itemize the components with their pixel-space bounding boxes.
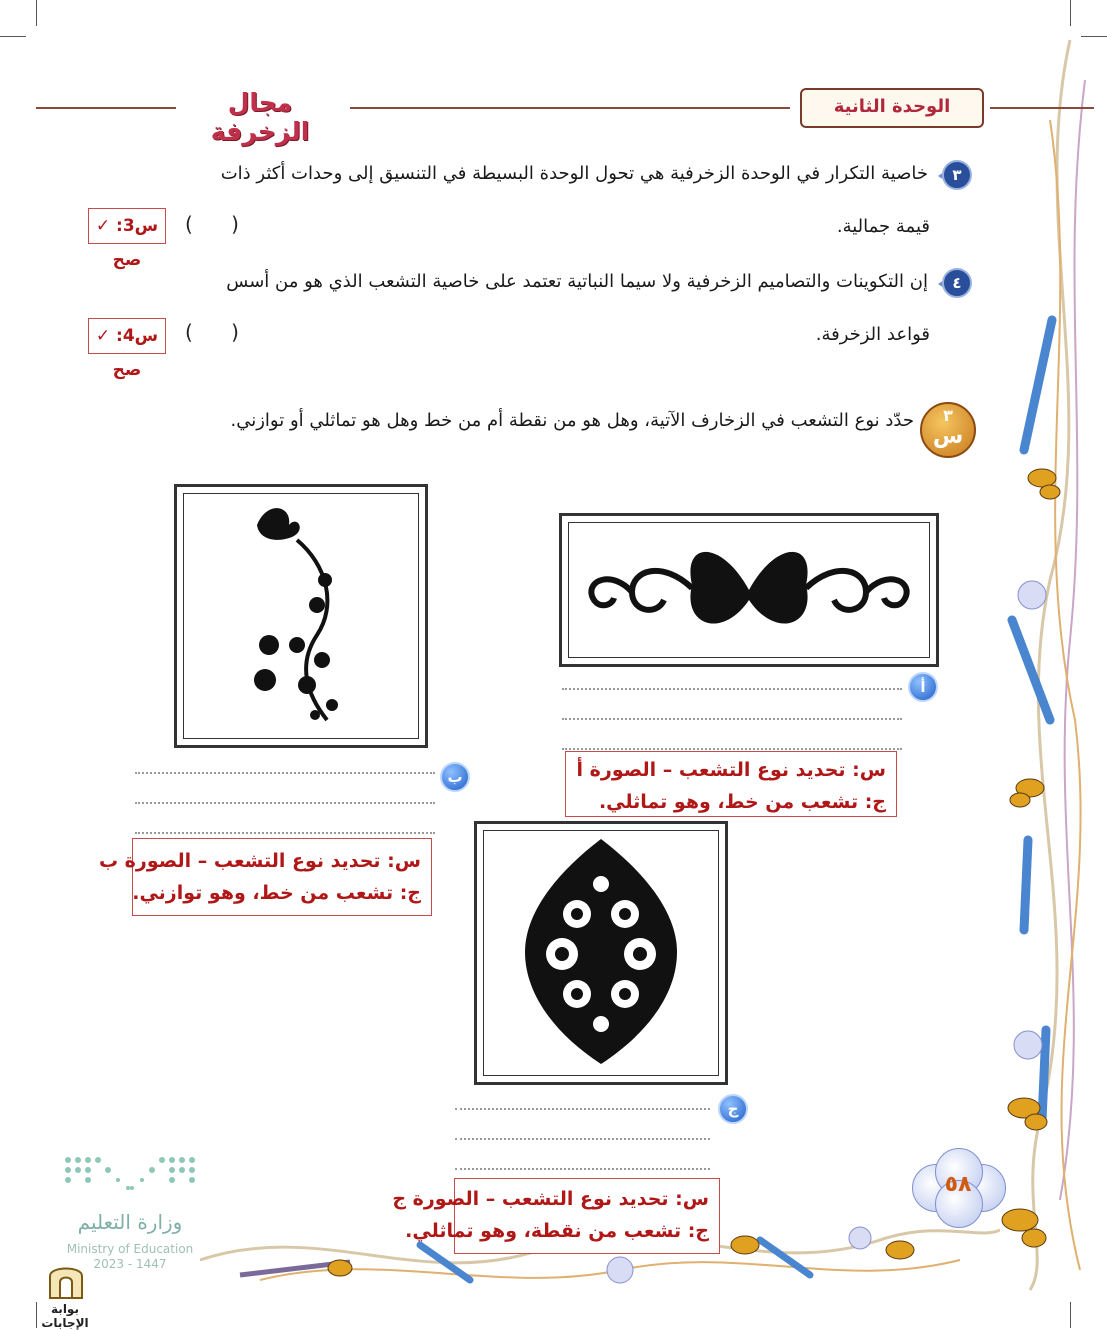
floral-branch-ornament [197,495,407,735]
butterfly-icon [1002,1209,1046,1247]
butterfly-icon [328,1260,352,1276]
ornament-frame-c [474,821,728,1085]
question-text: قيمة جمالية. [836,216,930,237]
header-rule-middle [350,107,790,109]
answer-line [135,832,435,834]
question-number-badge: ٣ [938,160,972,190]
ministry-name-ar: وزارة التعليم [77,1210,183,1234]
arabesque-medallion-ornament [507,834,695,1070]
butterfly-icon [731,1236,759,1254]
site-name: بوابة الإجابات [41,1302,89,1330]
question-text: قواعد الزخرفة. [815,324,930,345]
page-number-badge [912,1148,1004,1226]
section-badge: ٣ س [920,402,976,458]
answer-line [562,688,902,690]
answer-parens: ( ) [185,320,255,344]
answer-line [455,1108,710,1110]
pencil-icon [1012,620,1050,720]
answer-line [135,802,435,804]
butterfly-ornament [572,530,926,650]
answer-badge: س4: ✓ صح [88,318,166,354]
field-title: مجال الزخرفة [210,88,310,146]
question-text: خاصية التكرار في الوحدة الزخرفية هي تحول الوحدة البسيطة في التنسيق إلى وحدات أكثر ذات [220,163,928,184]
answer-line [455,1168,710,1170]
pencil-icon [1042,1030,1046,1120]
answer-box-b: س: تحديد نوع التشعب – الصورة ب ج: تشعب من خط، وهو توازني. [132,838,432,916]
answer-parens: ( ) [185,212,255,236]
unit-banner: الوحدة الثانية [800,88,984,128]
pencil-icon [1024,840,1028,930]
pencil-icon [760,1240,810,1275]
header-rule-right [990,107,1094,109]
ornament-frame-b [174,484,428,748]
butterfly-icon [1010,779,1044,807]
item-letter-badge: أ [908,672,938,702]
page-number: ٥٨ [944,1172,972,1197]
ministry-name-en: Ministry of Education [66,1242,194,1256]
ministry-year: 2023 - 1447 [93,1257,167,1271]
question-number-badge: ٤ [938,268,972,298]
pencil-icon [1024,320,1052,450]
answer-line [135,772,435,774]
item-letter-badge: ب [440,762,470,792]
item-letter-badge: ج [718,1094,748,1124]
mosque-logo-icon [44,1258,88,1302]
crop-mark [0,36,26,37]
header-rule-left [36,107,176,109]
answer-line [562,718,902,720]
butterfly-icon [886,1241,914,1259]
ministry-logo-icon [62,1154,198,1198]
butterfly-icon [257,508,300,540]
answer-box-a: س: تحديد نوع التشعب – الصورة أ ج: تشعب من خط، وهو تماثلي. [565,751,897,817]
answer-box-c: س: تحديد نوع التشعب – الصورة ج ج: تشعب من نقطة، وهو تماثلي. [454,1178,720,1254]
question-text: إن التكوينات والتصاميم الزخرفية ولا سيما النباتية تعتمد على خاصية التشعب الذي هو من أسس [226,271,928,292]
crop-mark [36,0,37,26]
answer-line [562,748,902,750]
crop-mark [1070,1302,1071,1328]
answer-badge: س3: ✓ صح [88,208,166,244]
answer-line [455,1138,710,1140]
section-prompt: حدّد نوع التشعب في الزخارف الآتية، وهل هو من نقطة أم من خط وهل هو تماثلي أو توازني. [230,410,914,431]
ornament-frame-a [559,513,939,667]
decorative-border [990,20,1107,1300]
